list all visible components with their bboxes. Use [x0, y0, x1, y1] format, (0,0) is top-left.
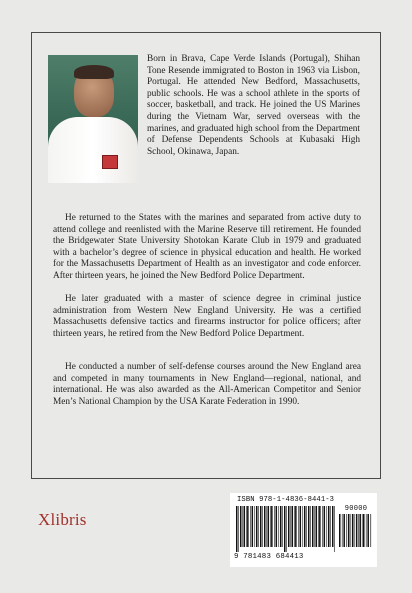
barcode-bar	[308, 506, 310, 547]
barcode-bar	[330, 506, 331, 547]
barcode-bar	[256, 506, 258, 547]
barcode-bar	[240, 506, 242, 547]
barcode-bar	[247, 506, 249, 547]
barcode-bar	[332, 506, 334, 547]
barcode-bar	[312, 506, 314, 547]
barcode-bar	[288, 506, 290, 547]
barcode-bar	[280, 506, 282, 547]
barcode-bar	[254, 506, 255, 547]
barcode-bar	[290, 506, 291, 547]
barcode-bar	[252, 506, 254, 547]
barcode-bar	[314, 506, 315, 547]
barcode-bar	[262, 506, 263, 547]
author-photo	[48, 55, 138, 183]
barcode-bar	[236, 506, 238, 552]
barcode-bar	[356, 514, 358, 547]
barcode-bar	[352, 514, 354, 547]
publisher-logo: Xlibris	[38, 510, 87, 529]
barcode-bar	[324, 506, 326, 547]
barcode-bar	[316, 506, 318, 547]
barcode-bar	[268, 506, 270, 547]
barcode-bar	[298, 506, 299, 547]
addon-number: 90000	[344, 505, 368, 513]
gi-patch	[102, 155, 118, 169]
barcode-bar	[363, 514, 365, 547]
barcode-bar	[286, 506, 287, 552]
bio-paragraph-1: Born in Brava, Cape Verde Islands (Portugal), Shihan Tone Resende immigrated to Boston in 1963 via Lisbon, Portugal. He attended New Bedford, Massachusetts, public schools. He was a school athlete in the sports of soccer, basketball, and track. He joined the US Marines during the Vietnam War, served overseas with the marines, and graduated high school from the Department of Defense Dependents Schools at Kubasaki High School, Okinawa, Japan.	[147, 54, 360, 157]
barcode-bar	[284, 506, 286, 552]
barcode-bar	[319, 506, 321, 547]
barcode-bar	[282, 506, 283, 547]
barcode-bar	[326, 506, 327, 547]
barcode-bar	[367, 514, 369, 547]
barcode-bar	[238, 506, 239, 552]
barcode-bar	[276, 506, 278, 547]
barcode-bar	[359, 514, 361, 547]
barcode-bar	[274, 506, 275, 547]
barcode-bar	[322, 506, 323, 547]
barcode-bar	[346, 514, 347, 547]
ean-barcode-bars	[236, 506, 336, 552]
barcode-bar	[246, 506, 247, 547]
barcode-bar	[342, 514, 343, 547]
barcode-bar	[295, 506, 297, 547]
barcode-bar	[304, 506, 306, 547]
barcode-bar	[366, 514, 367, 547]
barcode-bar	[266, 506, 267, 547]
barcode-bar	[306, 506, 307, 547]
barcode	[230, 493, 377, 567]
barcode-bar	[343, 514, 345, 547]
barcode-bar	[260, 506, 262, 547]
addon-barcode-bars	[339, 514, 372, 552]
barcode-bar	[270, 506, 271, 547]
barcode-bar	[318, 506, 319, 547]
isbn-label: ISBN 978-1-4836-8441-3	[237, 496, 335, 504]
author-hair	[74, 65, 114, 79]
barcode-bar	[339, 514, 341, 547]
barcode-bar	[278, 506, 279, 547]
ean-digits: 9 781483 684413	[234, 553, 304, 561]
barcode-bar	[258, 506, 259, 547]
barcode-bar	[300, 506, 302, 547]
barcode-bar	[244, 506, 246, 547]
barcode-bar	[328, 506, 330, 547]
barcode-bar	[264, 506, 266, 547]
karate-gi	[48, 117, 138, 183]
barcode-bar	[302, 506, 303, 547]
barcode-bar	[348, 514, 350, 547]
barcode-bar	[334, 506, 335, 552]
barcode-bar	[354, 514, 355, 547]
barcode-bar	[242, 506, 243, 547]
bio-paragraph-2: He returned to the States with the marines and separated from active duty to attend college and reenlisted with the Marine Reserve till retirement. He founded the Bridgewater State University Shotokan Karate Club in 1979 and graduated with a bachelor’s degree of science in physical education and health. He worked for the Massachusetts Department of Health as an investigator and code enforcer. After thirteen years, he joined the New Bedford Police Department.	[53, 213, 361, 281]
barcode-bar	[294, 506, 295, 547]
barcode-bar	[362, 514, 363, 547]
barcode-bar	[358, 514, 359, 547]
barcode-bar	[350, 514, 351, 547]
barcode-bar	[370, 514, 371, 547]
barcode-bar	[310, 506, 311, 547]
barcode-bar	[271, 506, 273, 547]
barcode-bar	[292, 506, 294, 547]
bio-paragraph-4: He conducted a number of self-defense courses around the New England area and competed in many tournaments in New England—regional, national, and international. He was also awarded as the All-American Competitor and Senior Men’s National Champion by the USA Karate Federation in 1990.	[53, 362, 361, 407]
barcode-bar	[250, 506, 251, 547]
bio-paragraph-3: He later graduated with a master of science degree in criminal justice administration from Western New England University. He was a certified Massachusetts defensive tactics and firearms instructor for police officers; after thirteen years, he retired from the New Bedford Police Department.	[53, 294, 361, 339]
